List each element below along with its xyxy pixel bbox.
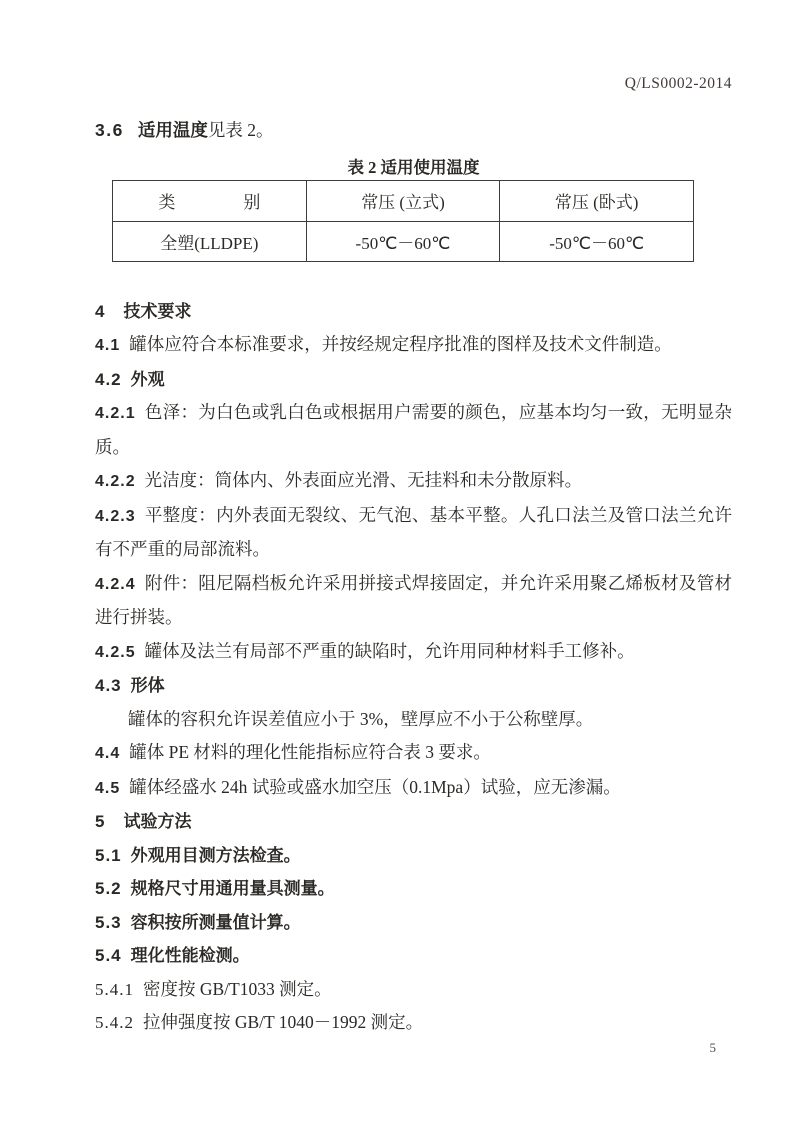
clause-number: 4.2.5 — [95, 643, 136, 661]
paragraph — [95, 906, 732, 940]
clause-number: 5.4.2 — [95, 1013, 134, 1032]
clause-text: 罐体及法兰有局部不严重的缺陷时，允许用同种材料手工修补。 — [144, 640, 635, 661]
clause-text: 罐体的容积允许误差值应小于 3%，壁厚应不小于公称壁厚。 — [128, 708, 594, 729]
clause-number: 5.4 — [95, 946, 122, 965]
clause-number: 5.1 — [95, 845, 122, 865]
clause-text: 容积按所测量值计算。 — [130, 912, 301, 932]
section-title: 外观 — [130, 369, 165, 389]
clause-text: 色泽：为白色或乳白色或根据用户需要的颜色，应基本均匀一致，无明显杂质。 — [95, 402, 732, 457]
clause-text: 罐体 PE 材料的理化性能指标应符合表 3 要求。 — [129, 742, 491, 762]
clause-text: 光洁度：筒体内、外表面应光滑、无挂料和未分散原料。 — [144, 470, 583, 490]
clause-number: 4.5 — [95, 779, 121, 797]
paragraph — [95, 839, 732, 873]
paragraph — [95, 328, 732, 363]
clause-3-6 — [95, 119, 732, 141]
clause-number: 5.2 — [95, 879, 122, 898]
paragraph — [95, 396, 732, 464]
clause-text: 密度按 GB/T1033 测定。 — [143, 978, 332, 999]
paragraph — [95, 464, 732, 499]
paragraph — [95, 736, 732, 771]
clause-text: 附件：阻尼隔档板允许采用拼接式焊接固定，并允许采用聚乙烯板材及管材进行拼装。 — [95, 572, 732, 627]
section-number: 5 — [95, 812, 106, 831]
clause-number: 4.1 — [95, 337, 121, 354]
page-number: 5 — [709, 1040, 716, 1055]
temperature-table — [112, 180, 694, 262]
clause-text: 见表 2。 — [207, 120, 274, 140]
table-cell: 全塑(LLDPE) — [113, 221, 307, 261]
section-title: 形体 — [130, 676, 165, 695]
table-cell: -50℃－60℃ — [306, 221, 500, 261]
clause-text: 平整度：内外表面无裂纹、无气泡、基本平整。人孔口法兰及管口法兰允许有不严重的局部流料。 — [95, 504, 732, 559]
clause-text: 规格尺寸用通用量具测量。 — [130, 879, 335, 898]
clause-text: 拉伸强度按 GB/T 1040－1992 测定。 — [143, 1012, 424, 1032]
paragraph — [95, 499, 732, 567]
clause-text: 理化性能检测。 — [130, 946, 250, 965]
clause-text: 罐体经盛水 24h 试验或盛水加空压（0.1Mpa）试验，应无渗漏。 — [129, 776, 621, 797]
paragraph — [95, 703, 732, 737]
table-cell: -50℃－60℃ — [500, 221, 694, 261]
clause-text: 外观用目测方法检查。 — [130, 845, 301, 865]
section-title: 技术要求 — [123, 301, 192, 321]
clause-number: 5.4.1 — [95, 979, 134, 999]
section-number: 4.3 — [95, 676, 122, 695]
paragraph — [95, 635, 732, 670]
paragraph — [95, 1006, 732, 1040]
clause-number: 4.4 — [95, 745, 121, 762]
paragraph — [95, 872, 732, 906]
section-number: 4 — [95, 301, 106, 321]
paragraph — [95, 939, 732, 973]
standard-code-header: Q/LS0002-2014 — [624, 75, 732, 92]
clause-number: 5.3 — [95, 912, 122, 932]
clause-number: 4.2.3 — [95, 507, 136, 525]
section-heading — [95, 363, 732, 397]
table-header-cell: 类 别 — [113, 180, 307, 221]
paragraph — [95, 771, 732, 806]
clause-text: 罐体应符合本标准要求，并按经规定程序批准的图样及技术文件制造。 — [129, 334, 672, 354]
section-heading — [95, 669, 732, 703]
clause-number: 4.2.2 — [95, 473, 136, 490]
clause-title: 适用温度 — [137, 120, 208, 140]
table-header-row — [113, 180, 694, 221]
paragraph — [95, 973, 732, 1007]
table-row — [113, 221, 694, 261]
table-caption: 表 2 适用使用温度 — [347, 157, 480, 177]
paragraph — [95, 567, 732, 635]
table-header-cell: 常压 (卧式) — [500, 180, 694, 221]
section-number: 4.2 — [95, 369, 122, 389]
section-heading — [95, 295, 732, 329]
document-body — [95, 295, 732, 1040]
clause-number: 4.2.1 — [95, 405, 136, 422]
clause-number: 3.6 — [95, 120, 124, 140]
section-heading — [95, 805, 732, 839]
section-title: 试验方法 — [123, 812, 192, 831]
clause-number: 4.2.4 — [95, 575, 136, 593]
table-header-cell: 常压 (立式) — [306, 180, 500, 221]
